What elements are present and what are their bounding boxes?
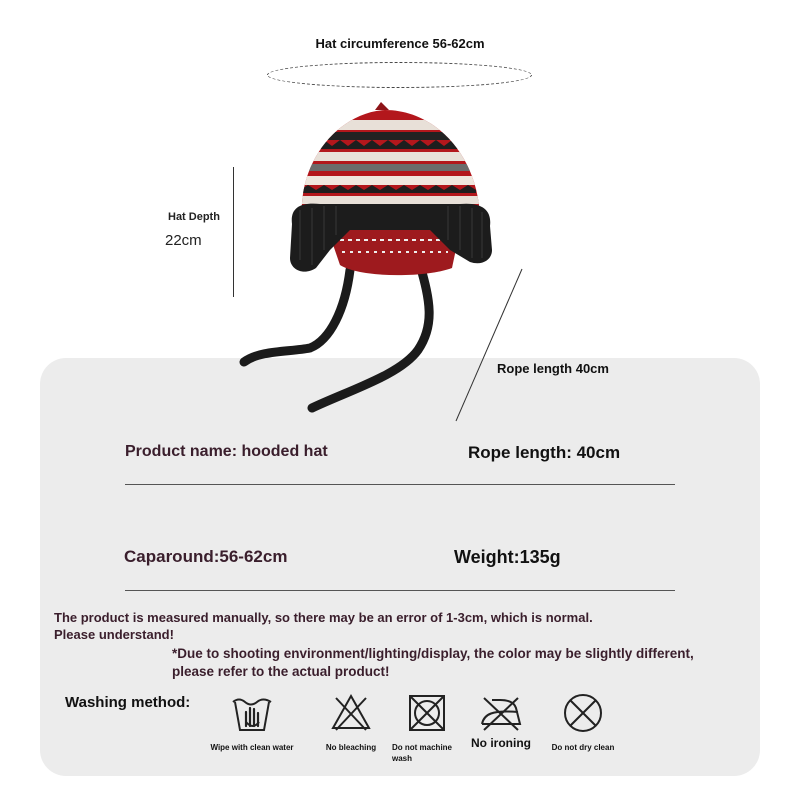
care-item [540, 692, 626, 753]
note-line: Please understand! [54, 627, 174, 642]
washing-method-label: Washing method: [65, 694, 191, 711]
note-line: The product is measured manually, so there may be an error of 1-3cm, which is normal. [54, 610, 593, 625]
hand-wash-icon [231, 692, 273, 734]
caparound-spec: Caparound:56-62cm [124, 547, 288, 566]
no-machine-wash-icon [406, 692, 448, 734]
circumference-ellipse [267, 62, 532, 88]
care-item [196, 692, 308, 753]
care-label: Do not machine wash [392, 743, 453, 763]
hat-depth-value: 22cm [165, 232, 202, 249]
care-label: Wipe with clean water [210, 743, 294, 752]
care-label: No bleaching [325, 743, 377, 752]
weight-spec: Weight:135g [454, 547, 561, 567]
measurement-note [54, 609, 593, 643]
rope-length-label: Rope length 40cm [497, 361, 609, 376]
care-item [390, 692, 464, 764]
care-label: Do not dry clean [551, 743, 615, 752]
hat-depth-title: Hat Depth [168, 211, 220, 223]
color-note: *Due to shooting environment/lighting/display, the color may be slightly different, please refer to the actual product! [172, 646, 694, 679]
care-item [315, 692, 387, 753]
no-dry-clean-icon [562, 692, 604, 734]
care-item [464, 692, 538, 749]
no-bleach-icon [330, 692, 372, 734]
product-name: Product name: hooded hat [125, 443, 328, 460]
divider [125, 484, 675, 485]
divider [125, 590, 675, 591]
rope-length-spec: Rope length: 40cm [468, 443, 621, 462]
no-ironing-icon [478, 692, 524, 734]
rope-measure-line [450, 265, 530, 425]
hat-circumference-label: Hat circumference 56-62cm [315, 36, 485, 51]
care-label: No ironing [471, 736, 531, 750]
